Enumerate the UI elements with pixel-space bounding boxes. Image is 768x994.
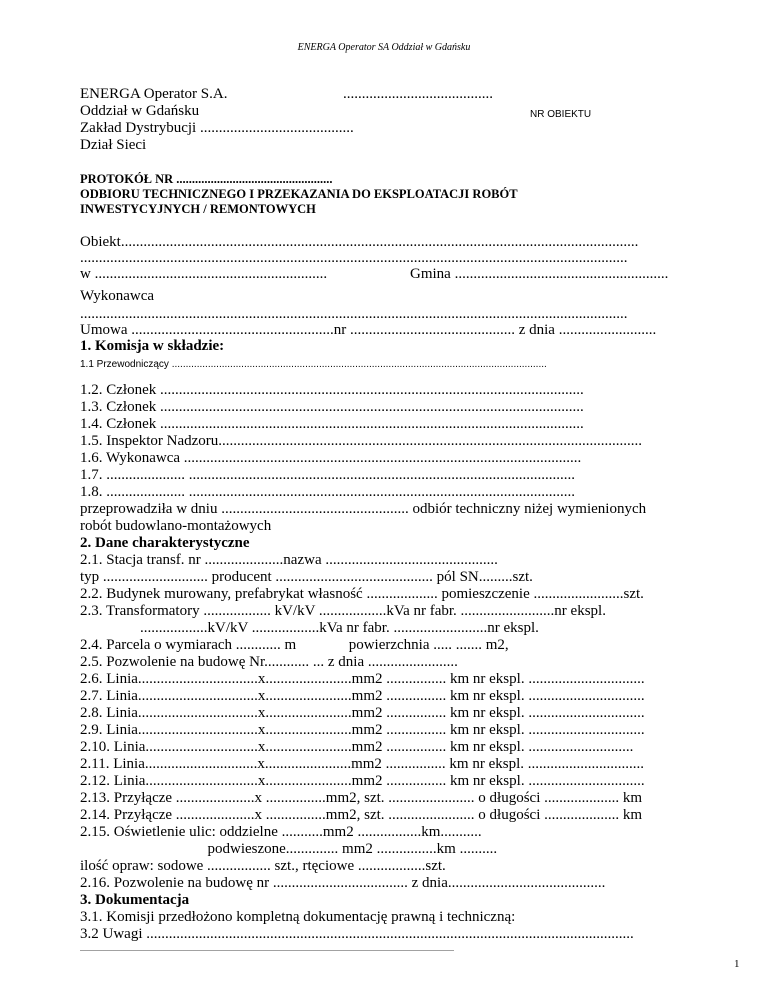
object-field: Obiekt..........................................................................................................................................: [80, 234, 639, 250]
sec2-line: 2.4. Parcela o wymiarach ............ m powierzchnia ..... ....... m2,: [80, 637, 509, 653]
sec2-line: 2.6. Linia................................x.......................mm2 ................ km nr ekspl. ...............................: [80, 671, 645, 687]
member-1-3: 1.3. Członek .................................................................................................................: [80, 399, 584, 415]
location-field: w ..............................................................: [80, 266, 328, 282]
sec2-line: ..................kV/kV ..................kVa nr fabr. .........................nr ekspl.: [80, 620, 539, 636]
member-1-7: 1.7. ..................... .......................................................................................................: [80, 467, 575, 483]
section-1-heading: 1. Komisja w składzie:: [80, 338, 225, 354]
inspector-1-5: 1.5. Inspektor Nadzoru.................................................................................................................: [80, 433, 643, 449]
member-1-4: 1.4. Członek .................................................................................................................: [80, 416, 584, 432]
sec2-line: 2.8. Linia................................x.......................mm2 ................ km nr ekspl. ...............................: [80, 705, 645, 721]
sec2-line: ilość opraw: sodowe ................. szt., rtęciowe ..................szt.: [80, 858, 446, 874]
org-section: Dział Sieci: [80, 137, 147, 153]
contractor-label: Wykonawca: [80, 288, 155, 304]
sec2-line: 2.16. Pozwolenie na budowę nr .................................... z dnia..........................................: [80, 875, 606, 891]
org-department: Zakład Dystrybucji .........................................: [80, 120, 354, 136]
page-number: 1: [734, 958, 740, 970]
sec2-line: 2.14. Przyłącze .....................x ................mm2, szt. ....................... o długości .................... km: [80, 807, 643, 823]
sec2-line: 2.1. Stacja transf. nr .....................nazwa ..............................................: [80, 552, 498, 568]
member-1-8: 1.8. ..................... .......................................................................................................: [80, 484, 575, 500]
chairman-field: 1.1 Przewodniczący .......................................................................................................................................: [80, 359, 547, 370]
contract-field: Umowa ......................................................nr ............................................ z dnia ..........................: [80, 322, 657, 338]
contractor-1-6: 1.6. Wykonawca ..........................................................................................................: [80, 450, 582, 466]
remarks-continuation: ...........................................................................................................................................................................................: [80, 944, 454, 953]
sec2-line: 2.2. Budynek murowany, prefabrykat własność ................... pomieszczenie ........................szt.: [80, 586, 644, 602]
sec2-line: 2.15. Oświetlenie ulic: oddzielne ...........mm2 .................km...........: [80, 824, 482, 840]
sec2-line: 2.13. Przyłącze .....................x ................mm2, szt. ....................... o długości .................... km: [80, 790, 643, 806]
conclusion-line1: przeprowadziła w dniu .................................................. odbiór techniczny niżej wymienionych: [80, 501, 647, 517]
remarks-line: 3.2 Uwagi ..................................................................................................................................: [80, 926, 634, 942]
section-2-heading: 2. Dane charakterystyczne: [80, 535, 250, 551]
org-branch: Oddział w Gdańsku: [80, 103, 200, 119]
protocol-number: PROTOKÓŁ NR ..................................................: [80, 172, 333, 186]
sec2-line: 2.9. Linia................................x.......................mm2 ................ km nr ekspl. ...............................: [80, 722, 645, 738]
member-1-2: 1.2. Członek .................................................................................................................: [80, 382, 584, 398]
contractor-field: ..................................................................................................................................................: [80, 306, 628, 322]
sec2-line: podwieszone.............. mm2 ................km ..........: [80, 841, 498, 857]
protocol-title-line2: INWESTYCYJNYCH / REMONTOWYCH: [80, 202, 316, 216]
sec2-line: 2.5. Pozwolenie na budowę Nr............ ... z dnia ........................: [80, 654, 458, 670]
object-field-cont: ..................................................................................................................................................: [80, 250, 628, 266]
running-header: ENERGA Operator SA Oddział w Gdańsku: [297, 42, 471, 53]
conclusion-line2: robót budowlano-montażowych: [80, 518, 272, 534]
sec2-line: 2.7. Linia................................x.......................mm2 ................ km nr ekspl. ...............................: [80, 688, 645, 704]
gmina-field: Gmina .........................................................: [410, 266, 669, 282]
protocol-title-line1: ODBIORU TECHNICZNEGO I PRZEKAZANIA DO EKSPLOATACJI ROBÓT: [80, 187, 518, 201]
date-field: ........................................: [343, 86, 493, 102]
object-number-label: NR OBIEKTU: [530, 109, 592, 120]
sec2-line: 2.10. Linia..............................x.......................mm2 ................ km nr ekspl. ............................: [80, 739, 634, 755]
sec2-line: 2.11. Linia..............................x.......................mm2 ................ km nr ekspl. ...............................: [80, 756, 645, 772]
sec2-line: 2.3. Transformatory .................. kV/kV ..................kVa nr fabr. .........................nr ekspl.: [80, 603, 606, 619]
org-name: ENERGA Operator S.A.: [80, 86, 228, 102]
documentation-line: 3.1. Komisji przedłożono kompletną dokumentację prawną i techniczną:: [80, 909, 516, 925]
section-3-heading: 3. Dokumentacja: [80, 892, 190, 908]
sec2-line: typ ............................ producent .......................................... pól SN.........szt.: [80, 569, 533, 585]
sec2-line: 2.12. Linia..............................x.......................mm2 ................ km nr ekspl. ...............................: [80, 773, 645, 789]
